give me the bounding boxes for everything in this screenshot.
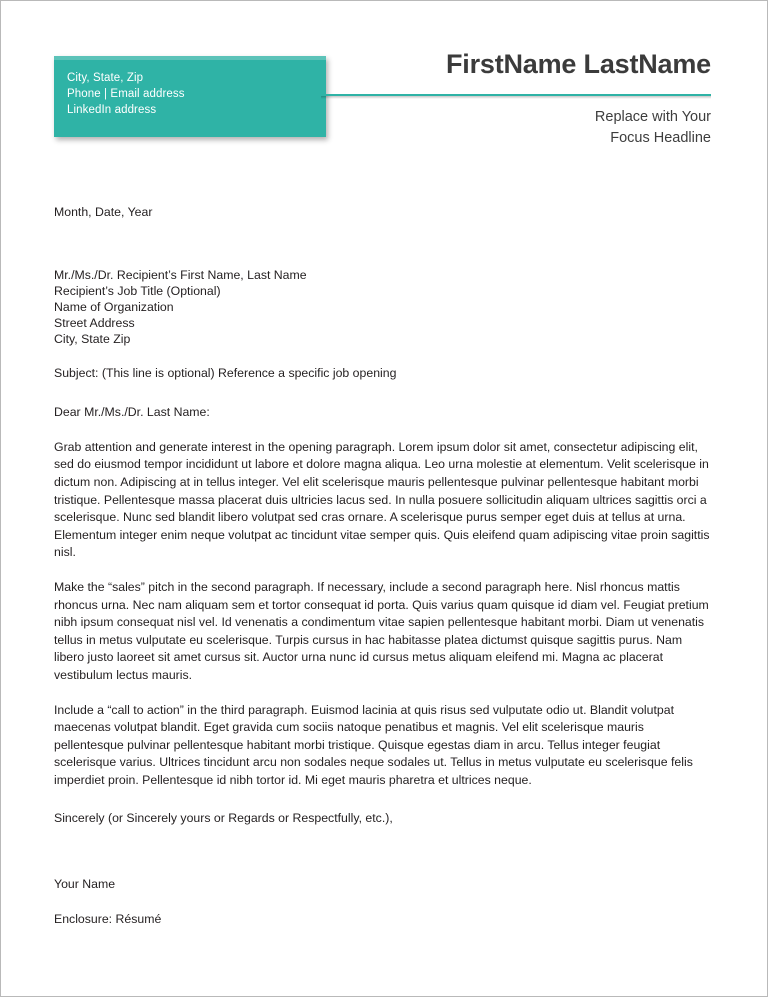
recipient-street: Street Address: [54, 316, 135, 331]
recipient-city-state-zip: City, State Zip: [54, 332, 131, 347]
recipient-address: [54, 267, 712, 348]
focus-headline: [411, 107, 711, 149]
body-paragraph-1: Grab attention and generate interest in the opening paragraph. Lorem ipsum dolor sit amet, consectetur adipiscing elit, sed do eiusmod tempor incididunt ut labore et dolore magna aliqua. Leo urna molestie at elementum. Velit scelerisque in dictum non. Adipiscing at in tellus integer. Vel elit scelerisque mauris pellentesque pulvinar pellentesque habitant morbi tristique. Pellentesque massa placerat duis ultricies lacus sed. In nulla posuere sollicitudin aliquam ultrices sagittis orci a scelerisque. Nunc sed blandit libero volutpat sed cras ornare. A scelerisque purus semper eget duis at tellus at urna. Elementum integer enim neque volutpat ac tincidunt vitae semper quis. Quis eleifend quam adipiscing vitae proin sagittis nisl.: [54, 439, 710, 560]
spacer-after-date: [54, 222, 712, 267]
letter-body: [54, 204, 712, 928]
contact-info-box: [54, 56, 326, 137]
spacer-paragraph-2: [54, 685, 712, 702]
closing-line: Sincerely (or Sincerely yours or Regards or Respectfully, etc.),: [54, 811, 393, 826]
name-block: [446, 47, 711, 81]
letterhead: [1, 1, 768, 161]
accent-rule-shadow: [321, 96, 711, 99]
spacer-after-subject: [54, 382, 712, 404]
spacer-after-signature: [54, 894, 712, 911]
signature-space: [54, 828, 712, 876]
focus-headline-line-2: Focus Headline: [610, 130, 711, 146]
spacer-after-salutation: [54, 422, 712, 439]
enclosure-line: Enclosure: Résumé: [54, 911, 162, 926]
recipient-name: Mr./Ms./Dr. Recipient’s First Name, Last Name: [54, 267, 307, 282]
focus-headline-line-1: Replace with Your: [594, 109, 711, 125]
box-highlight: [54, 56, 326, 60]
contact-phone-email: Phone | Email address: [67, 88, 185, 100]
spacer-paragraph-1: [54, 562, 712, 579]
recipient-job-title: Recipient’s Job Title (Optional): [54, 283, 221, 298]
page-title: FirstName LastName: [445, 49, 711, 79]
body-paragraph-2: Make the “sales” pitch in the second paragraph. If necessary, include a second paragraph here. Nisl rhoncus mattis rhoncus urna. Nec nam aliquam sem et tortor consequat id porta. Quis varius quam quisque id diam vel. Feugiat pretium nibh ipsum consequat nisl vel. Id venenatis a condimentum vitae sapien pellentesque habitant morbi. Diam ut venenatis tellus in metus vulputate eu scelerisque. Turpis cursus in hac habitasse platea dictumst quisque sagittis purus. Nam libero justo laoreet sit amet cursus sit. Auctor urna nunc id cursus metus aliquam eleifend mi. Magna ac placerat vestibulum lectus mauris.: [54, 579, 709, 682]
recipient-organization: Name of Organization: [54, 300, 174, 314]
spacer-after-address: [54, 348, 712, 365]
letter-date: Month, Date, Year: [54, 205, 153, 219]
subject-line: Subject: (This line is optional) Reference a specific job opening: [54, 365, 397, 380]
contact-linkedin: LinkedIn address: [67, 104, 157, 116]
body-paragraph-3: Include a “call to action” in the third paragraph. Euismod lacinia at quis risus sed vulputate odio ut. Blandit volutpat maecenas volutpat blandit. Eget gravida cum sociis natoque penatibus et magnis. Vel elit scelerisque mauris pellentesque pulvinar pellentesque habitant morbi tristique. Quisque egestas diam in arcu. Tellus integer feugiat scelerisque varius. Ultrices tincidunt arcu non sodales neque sodales ut. Tellus in metus vulputate eu scelerisque felis imperdiet proin. Pellentesque id nibh tortor id. Mi eget mauris pharetra et ultrices neque.: [54, 702, 693, 787]
salutation: Dear Mr./Ms./Dr. Last Name:: [54, 405, 210, 420]
accent-rule: [321, 94, 711, 100]
contact-city-state-zip: City, State, Zip: [67, 72, 144, 84]
signature-name: Your Name: [54, 877, 116, 892]
spacer-paragraph-3: [54, 789, 712, 810]
